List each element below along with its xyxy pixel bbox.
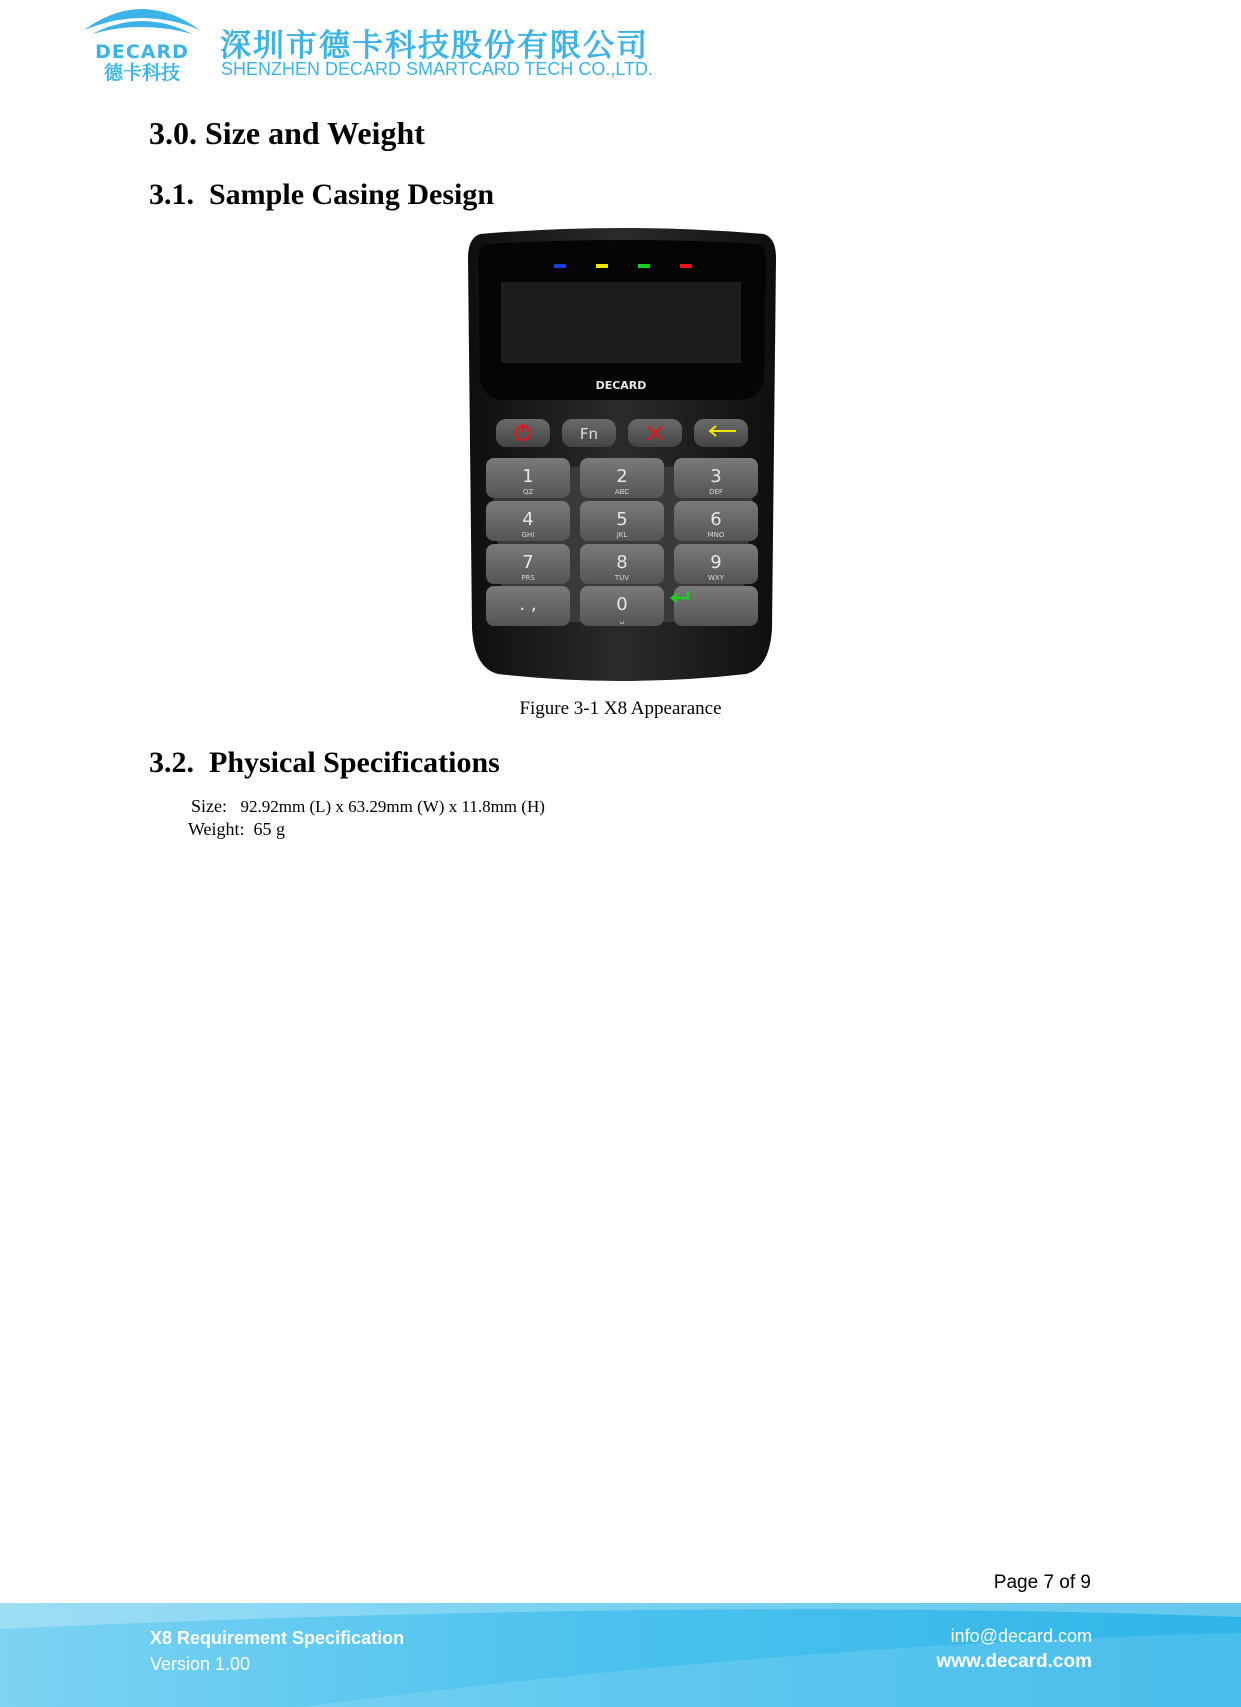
svg-text:Fn: Fn — [579, 425, 599, 443]
key-number: 5 — [616, 509, 628, 530]
key-letters: JKL — [616, 531, 628, 539]
key-letters: GHI — [521, 531, 535, 539]
key-number: 4 — [522, 509, 534, 530]
key-number: 1 — [522, 466, 534, 487]
decard-logo — [82, 0, 202, 82]
size-spec — [191, 796, 545, 817]
company-name-en: SHENZHEN DECARD SMARTCARD TECH CO.,LTD. — [221, 59, 654, 79]
size-value: 92.92mm (L) x 63.29mm (W) x 11.8mm (H) — [240, 797, 545, 816]
section-number: 3.2. — [149, 746, 194, 779]
section-heading-3-2 — [149, 746, 500, 780]
footer-version: Version 1.00 — [150, 1654, 251, 1674]
key-number: 3 — [710, 466, 722, 487]
key-letters: TUV — [614, 574, 630, 582]
x8-device-image — [466, 228, 778, 682]
backspace-key — [694, 419, 748, 447]
key-letters: DEF — [709, 488, 723, 496]
key-letters: ␣ — [619, 616, 625, 624]
key-number: 6 — [710, 509, 722, 530]
section-heading-3-1 — [149, 178, 494, 212]
footer-website: www.decard.com — [936, 1651, 1092, 1672]
key-number: 0 — [616, 594, 628, 615]
figure-caption: Figure 3-1 X8 Appearance — [519, 698, 722, 719]
key-number: 7 — [522, 552, 534, 573]
footer-doc-title: X8 Requirement Specification — [150, 1628, 405, 1648]
keypad-key — [674, 586, 758, 626]
weight-label: Weight: — [188, 819, 245, 839]
section-heading-3-0: 3.0. Size and Weight — [149, 115, 425, 151]
key-number: 9 — [710, 552, 722, 573]
device-brand: DECARD — [595, 379, 647, 392]
key-number: . , — [519, 594, 537, 615]
svg-text:DECARD: DECARD — [95, 41, 189, 63]
page-number: Page 7 of 9 — [993, 1572, 1091, 1593]
weight-value: 65 g — [253, 819, 286, 839]
svg-text:德卡科技: 德卡科技 — [103, 62, 181, 82]
key-letters: MNO — [707, 531, 725, 539]
key-number: 2 — [616, 466, 628, 487]
company-name-cn: 深圳市德卡科技股份有限公司 — [220, 28, 649, 64]
key-letters: PRS — [521, 574, 535, 582]
footer-banner — [0, 1603, 1241, 1707]
section-title: Physical Specifications — [209, 746, 500, 779]
weight-spec — [188, 819, 285, 840]
lcd-screen — [501, 282, 741, 363]
footer-email: info@decard.com — [950, 1626, 1092, 1646]
key-letters: QZ — [522, 488, 534, 496]
power-key — [496, 419, 550, 447]
section-number: 3.1. — [149, 178, 194, 211]
key-letters: WXY — [708, 574, 724, 582]
key-number: 8 — [616, 552, 628, 573]
key-letters: ABC — [614, 488, 630, 496]
size-label: Size: — [191, 796, 227, 816]
section-title: Sample Casing Design — [209, 178, 495, 211]
